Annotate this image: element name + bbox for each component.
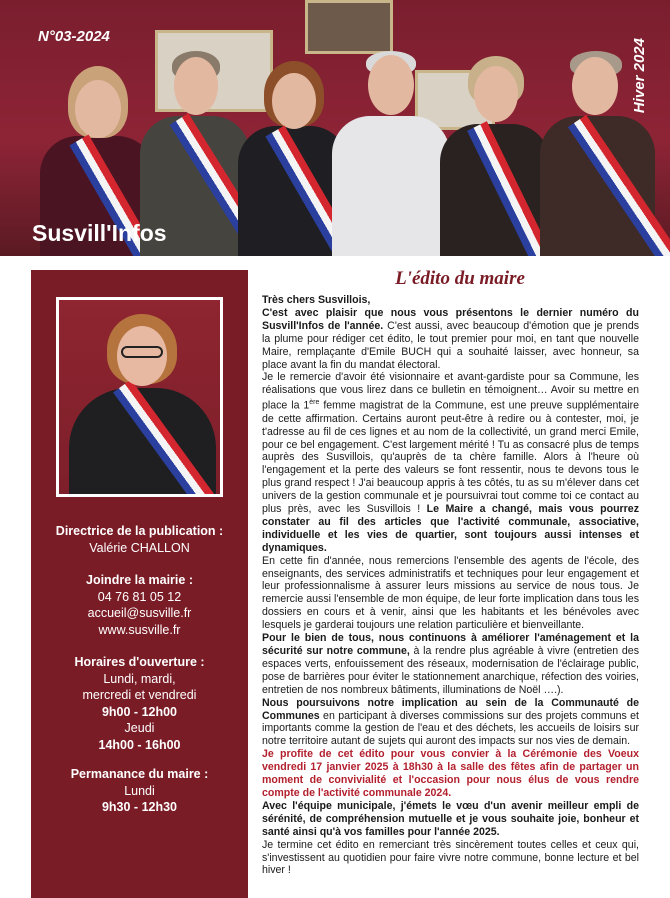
mayor-heading: Permanance du maire : bbox=[70, 767, 209, 781]
edito-paragraph-5: Nous poursuivons notre implication au sein de la Communauté de Communes en participant à diverses commissions sur des projets communs et importants comme la gestion de l'eau et des déchets, les accueils de loisirs sur notre territoire autant de sujets qui auront des impacts sur nos vies de demain. bbox=[262, 696, 639, 748]
hours-day-3: Jeudi bbox=[124, 721, 155, 735]
person-5 bbox=[440, 56, 550, 256]
mayor-hours-block bbox=[31, 766, 248, 816]
edito-wishes: Avec l'équipe municipale, j'émets le vœu d'un avenir meilleur empli de sérénité, de compréhension mutuelle et je vous souhaite joie, bonheur et santé ainsi qu'à vos familles pour l'année 2025. bbox=[262, 799, 639, 838]
hours-block bbox=[31, 654, 248, 753]
hours-days-2: mercredi et vendredi bbox=[82, 688, 197, 702]
hours-time-2: 14h00 - 16h00 bbox=[98, 737, 181, 752]
season-label: Hiver 2024 bbox=[631, 38, 648, 114]
publication-block bbox=[31, 523, 248, 556]
publication-heading: Directrice de la publication : bbox=[55, 524, 224, 538]
mayor-time: 9h30 - 12h30 bbox=[101, 800, 178, 814]
email-link[interactable]: accueil@susville.fr bbox=[87, 606, 192, 620]
edito-invitation: Je profite de cet édito pour vous convier à la Cérémonie des Voeux vendredi 17 janvier 2025 à 18h30 à la salle des fêtes afin de partager un moment de convivialité et l'occasion pour nous élus de vous rendre compte de l'activité communale 2024. bbox=[262, 748, 639, 799]
wall-portrait bbox=[305, 0, 393, 54]
edito-paragraph-1: C'est avec plaisir que nous vous présentons le dernier numéro du Susvill'Infos de l'année. C'est aussi, avec beaucoup d'émotion que je prends la plume pour rédiger cet édito, le tout premier pour moi, en tant que nouvelle Maire, remplaçante d'Emile BUCH qui a souhaité laisser, avec honneur, sa place avant la fin du mandat électoral. bbox=[262, 306, 640, 371]
contact-block bbox=[31, 572, 248, 638]
hours-days-1: Lundi, mardi, bbox=[103, 671, 176, 686]
edito-closing: Je termine cet édito en remerciant très sincèrement toutes celles et ceux qui, s'investissent au quotidien pour faire vivre notre commune, bonne lecture et bel hiver ! bbox=[262, 838, 639, 877]
info-sidebar bbox=[31, 270, 248, 898]
contact-heading: Joindre la mairie : bbox=[86, 573, 193, 587]
edito-paragraph-3: En cette fin d'année, nous remercions l'ensemble des agents de l'école, des enseignants, des services administratifs et techniques pour leur engagement et leur professionnalisme à assurer leurs missions au service de nous tous. Je remercie aussi l'ensemble de mon équipe, de leur forte implication dans tous les dossiers en cours et à venir, ainsi que les habitants et les bénévoles avec lesquels je garderai toujours une relation particulière et bienveillante. bbox=[262, 554, 639, 632]
phone-number: 04 76 81 05 12 bbox=[97, 589, 182, 604]
edito-salutation: Très chers Susvillois, bbox=[262, 294, 371, 306]
issue-number: N°03-2024 bbox=[38, 28, 110, 45]
mayor-portrait bbox=[56, 297, 223, 497]
website-link[interactable]: www.susville.fr bbox=[98, 622, 181, 637]
mayor-day: Lundi bbox=[124, 783, 155, 798]
cover-photo bbox=[0, 0, 670, 256]
edito-paragraph-2: Je le remercie d'avoir été visionnaire et avant-gardiste pour sa Commune, les réalisations que vous lirez dans ce bulletin en témoignent… Avoir su mettre en place la 1ère femme magistrat de la Commune, est une preuve supplémentaire de cette affirmation. Certains auront peut-être à redire ou à contester, moi, je t'adresse au fil de ces lignes et au nom de la collectivité, un grand merci Emile, pour ce bel engagement. C'est largement mérité ! Tu as consacré plus de temps auprès des Susvillois, qu'auprès de ta chère famille. Alors à l'heure où l'engagement et la perte des valeurs se font ressentir, nous te devons tous le plus grand respect ! J'ai beaucoup appris à tes côtés, tu as su m'élever dans cet univers de la gestion communale et je poursuivrai tout comme toi ce contact au plus près, avec les Susvillois ! Le Maire a changé, mais vous pourrez constater au fil des articles que l'activité communale, associative, individuelle et les vies de quartier, sont toujours aussi intenses et dynamiques. bbox=[262, 371, 639, 554]
publication-name: Valérie CHALLON bbox=[89, 540, 190, 555]
edito-body bbox=[262, 294, 639, 877]
edito-paragraph-4: Pour le bien de tous, nous continuons à améliorer l'aménagement et la sécurité sur notre commune, à la rendre plus agréable à vivre (entretien des espaces verts, enfouissement des réseaux, modernisation de l'éclairage public, pose de barrières pour éviter le stationnement anarchique, réfection des voiries, entretien de nos nombreux bâtiments, illuminations de Noël ….). bbox=[262, 632, 639, 696]
edito-title: L'édito du maire bbox=[395, 268, 525, 289]
hours-time-1: 9h00 - 12h00 bbox=[101, 704, 178, 719]
magazine-title: Susvill'Infos bbox=[32, 220, 167, 246]
person-4 bbox=[332, 51, 450, 256]
hours-heading: Horaires d'ouverture : bbox=[74, 655, 205, 669]
